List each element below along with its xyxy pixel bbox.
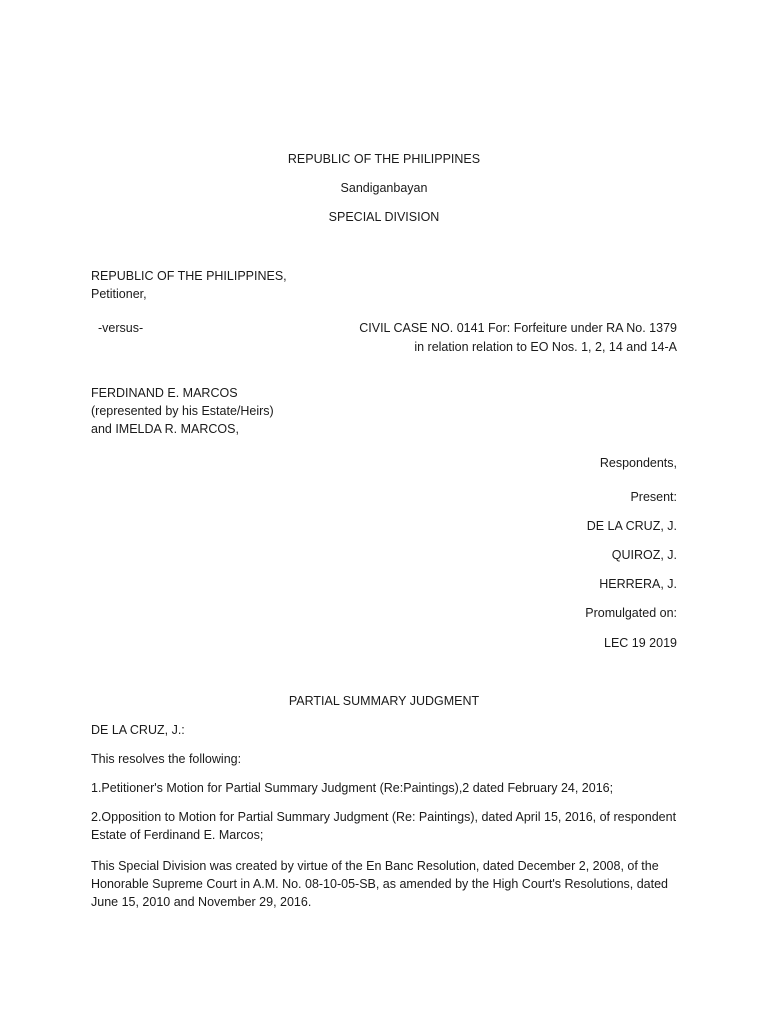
justice-de-la-cruz: DE LA CRUZ, J.: [586, 519, 677, 533]
document-title: PARTIAL SUMMARY JUDGMENT: [288, 694, 480, 708]
promulgated-label: Promulgated on:: [585, 606, 677, 620]
body-paragraph: This Special Division was created by virtue of the En Banc Resolution, dated December 2, 2008, of the Honorable Supreme Court in A.M. No. 08-10-05-SB, as amended by the High Court's Resolutions, dated June 15, 2010 and November 29, 2016.: [91, 859, 669, 909]
promulgated-date: LEC 19 2019: [604, 636, 677, 650]
header-division: SPECIAL DIVISION: [328, 210, 440, 224]
intro-text: This resolves the following:: [91, 752, 242, 766]
justice-quiroz: QUIROZ, J.: [611, 548, 677, 562]
header-court: Sandiganbayan: [340, 181, 428, 195]
ponente: DE LA CRUZ, J.:: [91, 723, 185, 737]
respondents-label: Respondents,: [599, 456, 677, 470]
header-country: REPUBLIC OF THE PHILIPPINES: [287, 152, 481, 166]
petitioner-name: REPUBLIC OF THE PHILIPPINES,: [91, 269, 287, 283]
petitioner-role: Petitioner,: [91, 287, 147, 301]
case-number: CIVIL CASE NO. 0141 For: Forfeiture under RA No. 1379: [359, 321, 677, 335]
present-label: Present:: [630, 490, 677, 504]
list-item-opposition: 2.Opposition to Motion for Partial Summary Judgment (Re: Paintings), dated April 15, 2016, of respondent Estate of Ferdinand E. Marcos;: [91, 810, 677, 842]
case-relation: in relation relation to EO Nos. 1, 2, 14 and 14-A: [414, 340, 677, 354]
respondent-representation: (represented by his Estate/Heirs): [91, 404, 274, 418]
versus-label: -versus-: [98, 321, 144, 335]
respondent-name: FERDINAND E. MARCOS: [91, 386, 238, 400]
justice-herrera: HERRERA, J.: [599, 577, 677, 591]
list-item-motion: 1.Petitioner's Motion for Partial Summary Judgment (Re:Paintings),2 dated February 24, 2016;: [91, 781, 614, 795]
respondent-co: and IMELDA R. MARCOS,: [91, 422, 239, 436]
